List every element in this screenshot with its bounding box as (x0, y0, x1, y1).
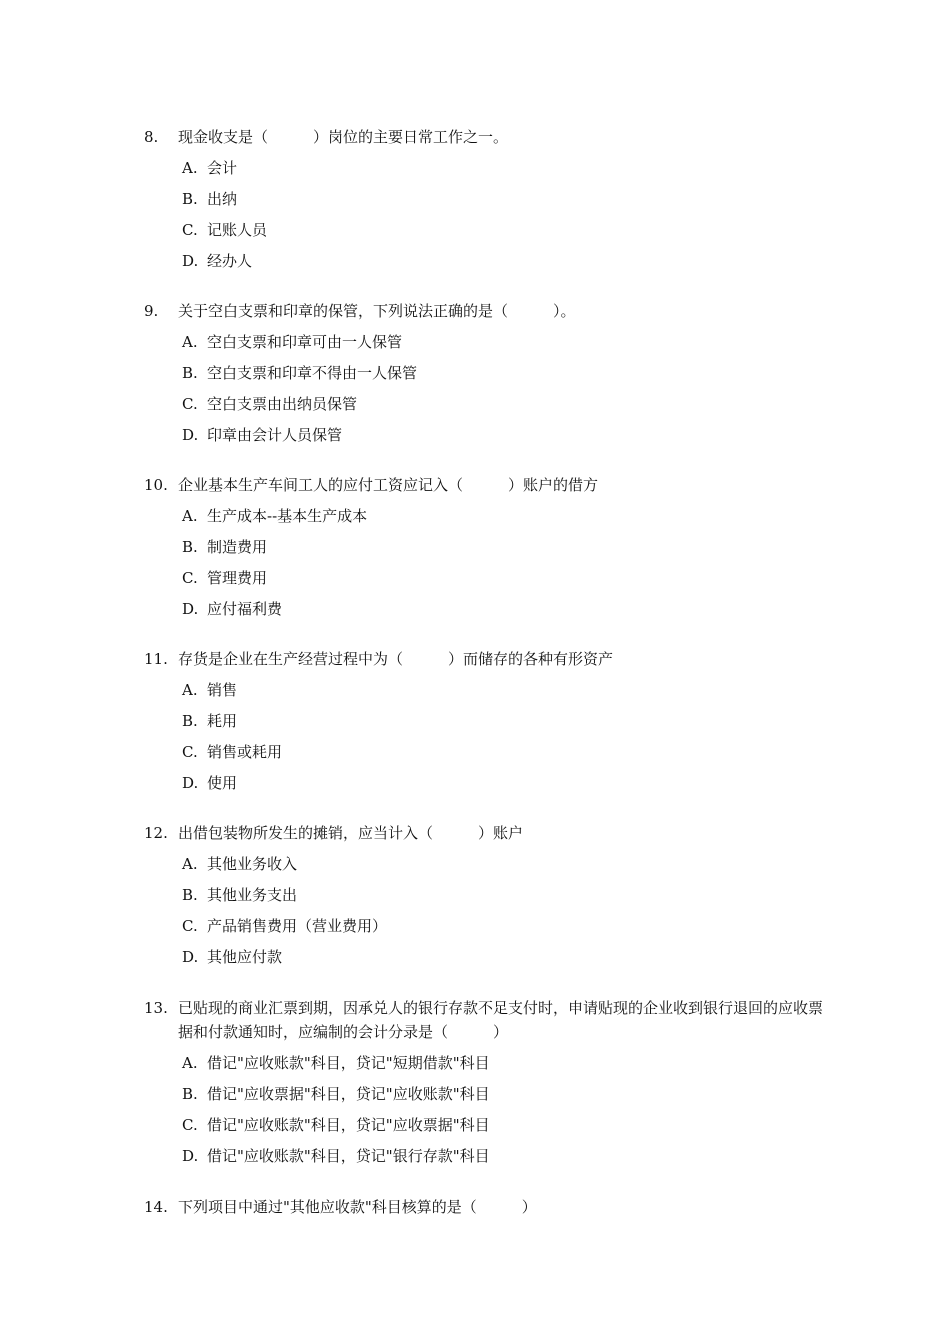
option-text: 空白支票由出纳员保管 (207, 395, 358, 413)
option-text: 制造费用 (207, 538, 268, 556)
option-text: 借记"应收账款"科目，贷记"短期借款"科目 (207, 1054, 490, 1072)
option-a (182, 675, 824, 706)
option-letter: A. (182, 159, 198, 177)
option-b (182, 184, 824, 215)
option-letter: A. (182, 333, 198, 351)
question-number: 8. (144, 128, 159, 146)
option-text: 使用 (207, 774, 238, 792)
question-10 (144, 473, 824, 625)
option-d (182, 246, 824, 277)
option-a (182, 501, 824, 532)
option-text: 借记"应收账款"科目，贷记"应收票据"科目 (207, 1116, 490, 1134)
option-text: 印章由会计人员保管 (207, 426, 343, 444)
option-d (182, 1141, 824, 1172)
question-text: 现金收支是（ ）岗位的主要日常工作之一。 (178, 128, 509, 146)
option-letter: B. (182, 190, 198, 208)
option-text: 其他业务收入 (207, 855, 298, 873)
option-text: 经办人 (207, 252, 253, 270)
question-14 (144, 1195, 824, 1219)
option-text: 管理费用 (207, 569, 268, 587)
question-text: 已贴现的商业汇票到期，因承兑人的银行存款不足支付时，申请贴现的企业收到银行退回的应收票据和付款通知时，应编制的会计分录是（ ） (178, 999, 824, 1041)
option-letter: A. (182, 855, 198, 873)
option-list (182, 327, 824, 451)
question-number: 11. (144, 650, 168, 668)
option-c (182, 737, 824, 768)
question-text: 下列项目中通过"其他应收款"科目核算的是（ ） (178, 1198, 537, 1216)
question-text: 关于空白支票和印章的保管，下列说法正确的是（ ）。 (178, 302, 576, 320)
option-letter: C. (182, 917, 198, 935)
option-list (182, 675, 824, 799)
option-text: 出纳 (207, 190, 238, 208)
option-letter: D. (182, 426, 199, 444)
option-text: 耗用 (207, 712, 238, 730)
option-a (182, 327, 824, 358)
option-c (182, 389, 824, 420)
option-letter: C. (182, 743, 198, 761)
option-text: 记账人员 (207, 221, 268, 239)
option-c (182, 911, 824, 942)
option-letter: A. (182, 507, 198, 525)
question-number: 9. (144, 302, 159, 320)
question-stem (144, 473, 824, 497)
option-b (182, 532, 824, 563)
option-list (182, 153, 824, 277)
option-a (182, 849, 824, 880)
option-c (182, 215, 824, 246)
option-list (182, 849, 824, 973)
option-b (182, 1079, 824, 1110)
question-stem (144, 299, 824, 323)
option-letter: C. (182, 395, 198, 413)
option-d (182, 768, 824, 799)
option-letter: B. (182, 886, 198, 904)
question-text: 存货是企业在生产经营过程中为（ ）而储存的各种有形资产 (178, 650, 614, 668)
option-letter: A. (182, 681, 198, 699)
question-12 (144, 821, 824, 973)
question-stem (144, 125, 824, 149)
option-text: 产品销售费用（营业费用） (207, 917, 388, 935)
option-letter: B. (182, 538, 198, 556)
option-text: 空白支票和印章可由一人保管 (207, 333, 403, 351)
question-9 (144, 299, 824, 451)
option-c (182, 563, 824, 594)
option-letter: A. (182, 1054, 198, 1072)
question-number: 14. (144, 1198, 168, 1216)
option-a (182, 1048, 824, 1079)
option-d (182, 420, 824, 451)
option-b (182, 358, 824, 389)
option-list (182, 1048, 824, 1172)
option-text: 应付福利费 (207, 600, 283, 618)
question-stem (144, 996, 824, 1044)
option-text: 其他业务支出 (207, 886, 298, 904)
option-letter: B. (182, 1085, 198, 1103)
question-number: 12. (144, 824, 168, 842)
option-d (182, 942, 824, 973)
question-number: 10. (144, 476, 168, 494)
question-text: 企业基本生产车间工人的应付工资应记入（ ）账户的借方 (178, 476, 599, 494)
option-d (182, 594, 824, 625)
question-8 (144, 125, 824, 277)
option-letter: C. (182, 221, 198, 239)
option-list (182, 501, 824, 625)
option-a (182, 153, 824, 184)
option-letter: D. (182, 774, 199, 792)
option-text: 借记"应收票据"科目，贷记"应收账款"科目 (207, 1085, 490, 1103)
option-c (182, 1110, 824, 1141)
option-text: 销售或耗用 (207, 743, 283, 761)
option-text: 生产成本--基本生产成本 (207, 507, 368, 525)
option-text: 借记"应收账款"科目，贷记"银行存款"科目 (207, 1147, 490, 1165)
question-stem (144, 647, 824, 671)
option-text: 会计 (207, 159, 238, 177)
option-b (182, 706, 824, 737)
option-text: 销售 (207, 681, 238, 699)
option-b (182, 880, 824, 911)
option-text: 空白支票和印章不得由一人保管 (207, 364, 418, 382)
option-letter: D. (182, 1147, 199, 1165)
option-text: 其他应付款 (207, 948, 283, 966)
option-letter: B. (182, 364, 198, 382)
question-text: 出借包装物所发生的摊销，应当计入（ ）账户 (178, 824, 524, 842)
question-stem (144, 1195, 824, 1219)
question-13 (144, 996, 824, 1172)
option-letter: D. (182, 600, 199, 618)
question-number: 13. (144, 999, 168, 1017)
option-letter: B. (182, 712, 198, 730)
option-letter: D. (182, 948, 199, 966)
option-letter: C. (182, 569, 198, 587)
question-stem (144, 821, 824, 845)
option-letter: C. (182, 1116, 198, 1134)
option-letter: D. (182, 252, 199, 270)
question-11 (144, 647, 824, 799)
